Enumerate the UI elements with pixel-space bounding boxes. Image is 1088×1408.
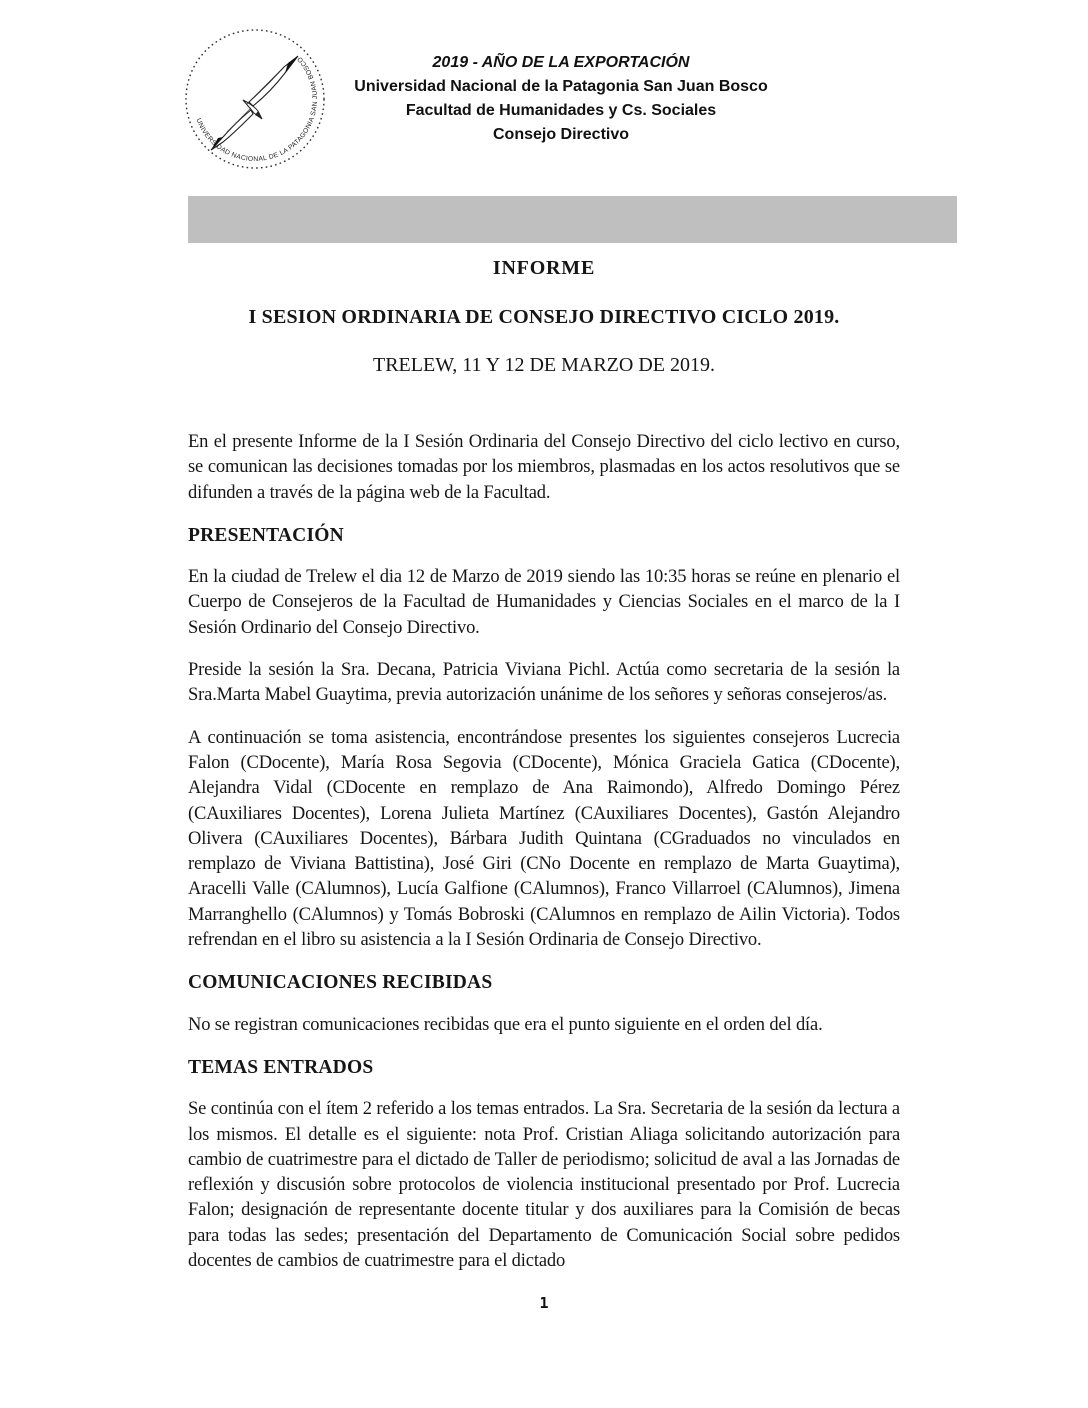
title-block xyxy=(188,257,900,377)
letterhead-university: Universidad Nacional de la Patagonia San Juan Bosco xyxy=(354,78,768,95)
document-body xyxy=(188,430,900,1291)
letterhead-organ: Consejo Directivo xyxy=(492,126,630,143)
page-number: 1 xyxy=(539,1294,549,1312)
letterhead-motto: 2019 - AÑO DE LA EXPORTACIÓN xyxy=(432,54,690,71)
paragraph-temas-entrados: Se continúa con el ítem 2 referido a los temas entrados. La Sra. Secretaria de la sesión da lectura a los mismos. El detalle es el siguiente: nota Prof. Cristian Aliaga solicitando autorización para cambio de cuatrimestre para el dictado de Taller de periodismo; solicitud de aval a las Jornadas de reflexión y discusión sobre protocolos de violencia institucional presentado por Prof. Lucrecia Falon; designación de representante docente titular y dos auxiliares para la Comisión de becas para todas las sedes; presentación del Departamento de Comunicación Social sobre pedidos docentes de cambios de cuatrimestre para el dictado xyxy=(188,1099,900,1272)
document-subtitle: I SESION ORDINARIA DE CONSEJO DIRECTIVO CICLO 2019. xyxy=(248,306,840,328)
paragraph-ciudad-trelew: En la ciudad de Trelew el dia 12 de Marzo de 2019 siendo las 10:35 horas se reúne en plenario el Cuerpo de Consejeros de la Facultad de Humanidades y Ciencias Sociales en el marco de la I Sesión Ordinario del Consejo Directivo. xyxy=(188,567,900,638)
paragraph-asistencia: A continuación se toma asistencia, encontrándose presentes los siguientes consejeros Lucrecia Falon (CDocente), María Rosa Segovia (CDocente), Mónica Graciela Gatica (CDocente), Alejandra Vidal (CDocente en remplazo de Ana Raimondo), Alfredo Domingo Pérez (CAuxiliares Docentes), Lorena Julieta Martínez (CAuxiliares Docentes), Gastón Alejandro Olivera (CAuxiliares Docentes), Bárbara Judith Quintana (CGraduados no vinculados en remplazo de Viviana Battistina), José Giri (CNo Docente en remplazo de Marta Guaytima), Aracelli Valle (CAlumnos), Lucía Galfione (CAlumnos), Franco Villarroel (CAlumnos), Jimena Marranghello (CAlumnos) y Tomás Bobroski (CAlumnos en remplazo de Ailin Victoria). Todos refrendan en el libro su asistencia a la I Sesión Ordinaria de Consejo Directivo. xyxy=(188,727,900,951)
logo-ring-text: UNIVERSIDAD NACIONAL DE LA PATAGONIA SAN JUAN BOSCO xyxy=(194,54,320,164)
section-heading-temas-entrados: TEMAS ENTRADOS xyxy=(188,1056,374,1078)
paragraph-intro: En el presente Informe de la I Sesión Ordinaria del Consejo Directivo del ciclo lectivo en curso, se comunican las decisiones tomadas por los miembros, plasmadas en los actos resolutivos que se difunden a través de la página web de la Facultad. xyxy=(188,432,900,503)
document-title: INFORME xyxy=(492,257,596,279)
redacted-region xyxy=(188,196,957,243)
page-footer xyxy=(188,1294,900,1312)
letterhead-faculty: Facultad de Humanidades y Cs. Sociales xyxy=(405,102,717,119)
paragraph-preside-sesion: Preside la sesión la Sra. Decana, Patricia Viviana Pichl. Actúa como secretaria de la sesión la Sra.Marta Mabel Guaytima, previa autorización unánime de los señores y señoras consejeros/as. xyxy=(188,660,900,706)
document-dateline: TRELEW, 11 Y 12 DE MARZO DE 2019. xyxy=(372,354,715,376)
letterhead xyxy=(0,51,1088,147)
section-heading-presentacion: PRESENTACIÓN xyxy=(188,524,344,546)
paragraph-comunicaciones: No se registran comunicaciones recibidas que era el punto siguiente en el orden del día. xyxy=(188,1014,823,1035)
section-heading-comunicaciones: COMUNICACIONES RECIBIDAS xyxy=(188,972,493,994)
